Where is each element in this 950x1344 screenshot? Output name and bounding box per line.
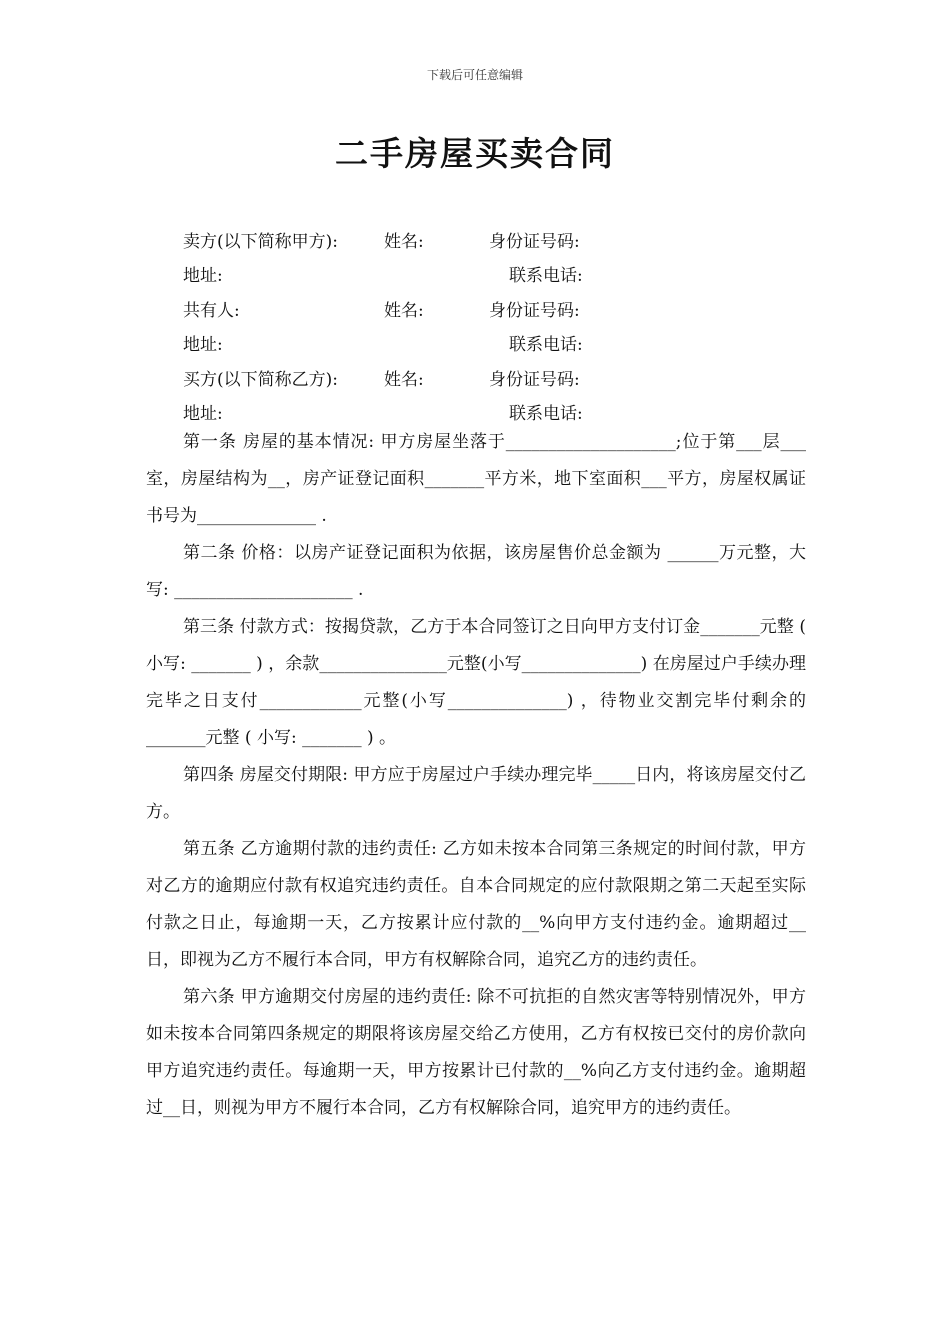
contract-articles [146,424,806,1127]
seller-address-label: 地址: [183,266,223,286]
header-note: 下载后可任意编辑 [426,68,523,82]
article-1: 第一条 房屋的基本情况: 甲方房屋坐落于____________________;位于第___层___室，房屋结构为__，房产证登记面积_______平方米，地下室面积___平方，房屋权属证书号为______________ . [146,432,806,526]
seller-label: 卖方(以下简称甲方): [183,232,338,252]
article-4: 第四条 房屋交付期限: 甲方应于房屋过户手续办理完毕_____日内，将该房屋交付乙方。 [146,765,806,822]
article-3: 第三条 付款方式：按揭贷款，乙方于本合同签订之日向甲方支付订金_______元整 ( 小写: _______ ) ，余款_______________元整(小写______________) 在房屋过户手续办理完毕之日支付____________元整(小写______________) ，待物业交割完毕付剩余的_______元整 ( 小写: _______ ) 。 [146,617,806,748]
article-5: 第五条 乙方逾期付款的违约责任: 乙方如未按本合同第三条规定的时间付款，甲方对乙方的逾期应付款有权追究违约责任。自本合同规定的应付款限期之第二天起至实际付款之日止，每逾期一天，乙方按累计应付款的__%向甲方支付违约金。逾期超过__日，即视为乙方不履行本合同，甲方有权解除合同，追究乙方的违约责任。 [146,839,806,970]
coowner-address-label: 地址: [183,335,223,355]
coowner-row [0,296,950,330]
seller-row [0,227,950,261]
coowner-id-label: 身份证号码: [489,301,580,321]
coowner-name-label: 姓名: [384,301,424,321]
article-2: 第二条 价格：以房产证登记面积为依据，该房屋售价总金额为 ______万元整，大写: _____________________ . [146,543,806,600]
coowner-address-row [0,330,950,364]
seller-address-row [0,261,950,295]
buyer-row [0,365,950,399]
buyer-id-label: 身份证号码: [489,370,580,390]
buyer-name-label: 姓名: [384,370,424,390]
seller-phone-label: 联系电话: [509,266,583,286]
coowner-phone-label: 联系电话: [509,335,583,355]
coowner-label: 共有人: [183,301,240,321]
buyer-label: 买方(以下简称乙方): [183,370,338,390]
article-6: 第六条 甲方逾期交付房屋的违约责任: 除不可抗拒的自然灾害等特别情况外，甲方如未按本合同第四条规定的期限将该房屋交给乙方使用，乙方有权按已交付的房价款向甲方追究违约责任。每逾期一天，甲方按累计已付款的__%向乙方支付违约金。逾期超过__日，则视为甲方不履行本合同，乙方有权解除合同，追究甲方的违约责任。 [146,987,806,1118]
seller-name-label: 姓名: [384,232,424,252]
page-title: 二手房屋买卖合同 [335,134,615,173]
buyer-phone-label: 联系电话: [509,404,583,424]
seller-id-label: 身份证号码: [489,232,580,252]
buyer-address-label: 地址: [183,404,223,424]
